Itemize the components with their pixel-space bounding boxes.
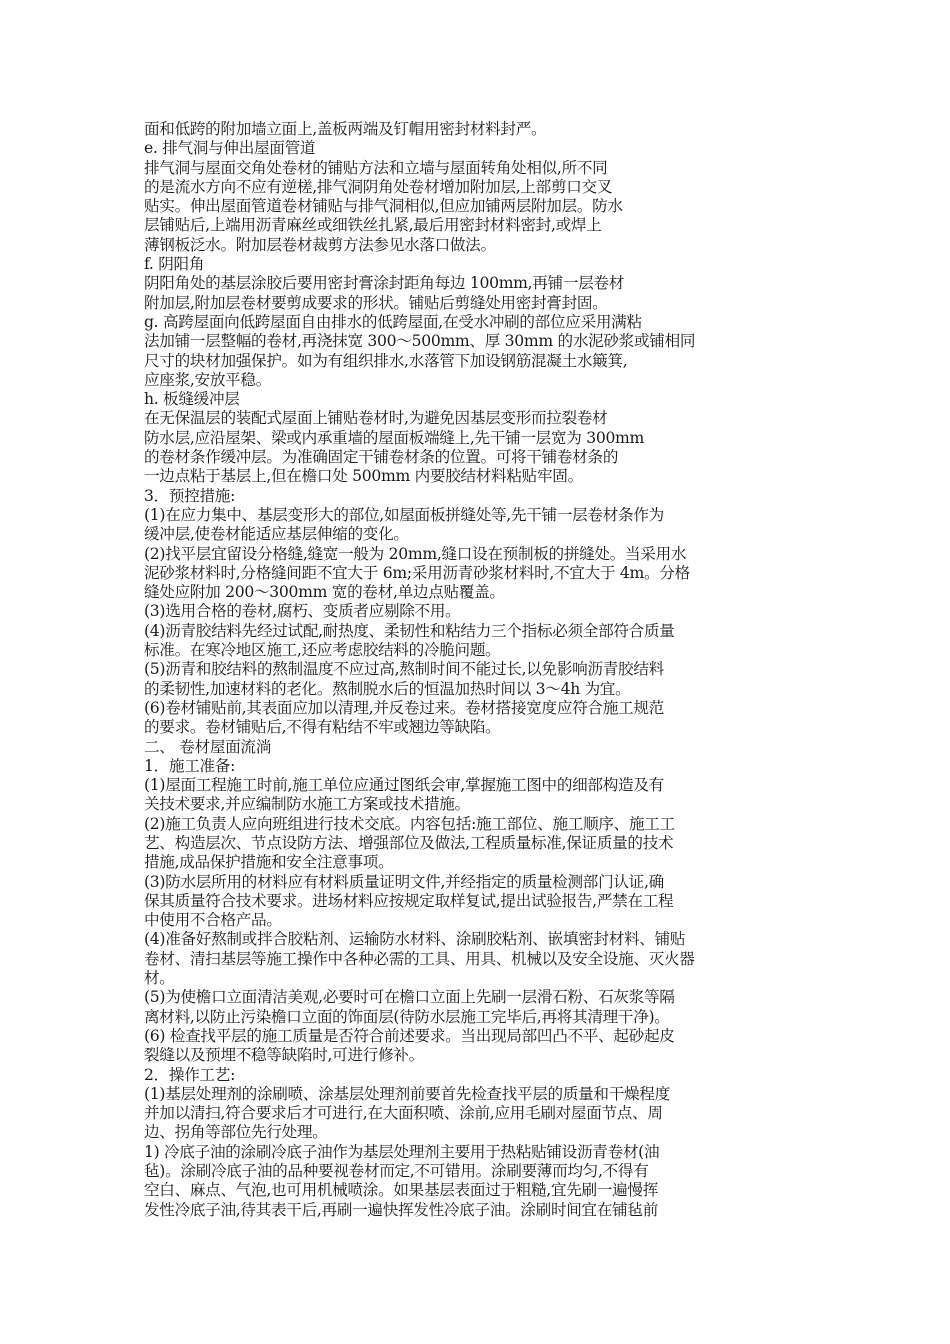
text-line: 2．操作工艺: <box>144 1065 236 1084</box>
text-line: 卷材、清扫基层等施工操作中各种必需的工具、用具、机械以及安全设施、灭火器 <box>144 949 695 968</box>
text-line: (5)沥青和胶结料的熬制温度不应过高,熬制时间不能过长,以免影响沥青胶结料 <box>144 660 664 679</box>
text-line: 材。 <box>144 969 175 988</box>
text-line: 离材料,以防止污染檐口立面的饰面层(待防水层施工完毕后,再将其清理干净)。 <box>144 1007 670 1026</box>
text-line: 的卷材条作缓冲层。为准确固定干铺卷材条的位置。可将干铺卷材条的 <box>144 448 619 467</box>
text-line: 艺、构造层次、节点设防方法、增强部位及做法,工程质量标准,保证质量的技术 <box>144 833 674 852</box>
text-line: 保其质量符合技术要求。进场材料应按规定取样复试,提出试验报告,严禁在工程 <box>144 891 674 910</box>
text-line: 附加层,附加层卷材要剪成要求的形状。铺贴后剪缝处用密封膏封固。 <box>144 293 608 312</box>
text-line: (1)基层处理剂的涂刷喷、涂基层处理剂前要首先检查找平层的质量和干燥程度 <box>144 1084 670 1103</box>
text-line: (1)在应力集中、基层变形大的部位,如屋面板拼缝处等,先干铺一层卷材条作为 <box>144 505 664 524</box>
text-line: g. 高跨屋面向低跨屋面自由排水的低跨屋面,在受水冲刷的部位应采用满粘 <box>144 312 642 331</box>
section-heading: 二、 卷材屋面流淌 <box>144 737 272 756</box>
text-line: 排气洞与屋面交角处卷材的铺贴方法和立墙与屋面转角处相似,所不同 <box>144 158 608 177</box>
text-line: (4)沥青胶结料先经过试配,耐热度、柔韧性和粘结力三个指标必须全部符合质量 <box>144 621 675 640</box>
text-line: 阴阳角处的基层涂胶后要用密封膏涂封距角每边 100mm,再铺一层卷材 <box>144 274 625 293</box>
text-line: (5)为使檐口立面清洁美观,必要时可在檐口立面上先刷一层滑石粉、石灰浆等隔 <box>144 988 675 1007</box>
text-line: 缓冲层,使卷材能适应基层伸缩的变化。 <box>144 525 409 544</box>
text-line: 毡)。涂刷冷底子油的品种要视卷材而定,不可错用。涂刷要薄而均匀,不得有 <box>144 1162 649 1181</box>
text-line: (3)防水层所用的材料应有材料质量证明文件,并经指定的质量检测部门认证,确 <box>144 872 664 891</box>
text-line: 法加铺一层整幅的卷材,再浇抹宽 300～500mm、厚 30mm 的水泥砂浆或铺相同 <box>144 332 696 351</box>
text-line: 1) 冷底子油的涂刷冷底子油作为基层处理剂主要用于热粘贴铺设沥青卷材(油 <box>144 1142 660 1161</box>
text-line: (6)卷材铺贴前,其表面应加以清理,并反卷过来。卷材搭接宽度应符合施工规范 <box>144 698 664 717</box>
text-line: (4)准备好熬制或拌合胶粘剂、运输防水材料、涂刷胶粘剂、嵌填密封材料、铺贴 <box>144 930 686 949</box>
text-line: 贴实。伸出屋面管道卷材铺贴与排气洞相似,但应加铺两层附加层。防水 <box>144 197 623 216</box>
text-line: h. 板缝缓冲层 <box>144 390 240 409</box>
text-line: 层铺贴后,上端用沥青麻丝或细铁丝扎紧,最后用密封材料密封,或焊上 <box>144 216 602 235</box>
text-line: 关技术要求,并应编制防水施工方案或技术措施。 <box>144 795 470 814</box>
text-line: (2)找平层宜留设分格缝,缝宽一般为 20mm,缝口设在预制板的拼缝处。当采用水 <box>144 544 687 563</box>
text-line: (3)选用合格的卷材,腐朽、变质者应剔除不用。 <box>144 602 461 621</box>
text-line: 防水层,应沿屋架、梁或内承重墙的屋面板端缝上,先干铺一层宽为 300mm <box>144 428 645 447</box>
text-line: 措施,成品保护措施和安全注意事项。 <box>144 853 394 872</box>
text-line: 空白、麻点、气泡,也可用机械喷涂。如果基层表面过于粗糙,宜先刷一遍慢挥 <box>144 1181 659 1200</box>
text-line: 一边点粘于基层上,但在檐口处 500mm 内要胶结材料粘贴牢固。 <box>144 467 583 486</box>
text-line: 应座浆,安放平稳。 <box>144 370 272 389</box>
text-line: 面和低跨的附加墙立面上,盖板两端及钉帽用密封材料封严。 <box>144 120 547 138</box>
text-line: 泥砂浆材料时,分格缝间距不宜大于 6m;采用沥青砂浆材料时,不宜大于 4m。分格 <box>144 563 690 582</box>
text-line: e. 排气洞与伸出屋面管道 <box>144 139 316 158</box>
text-line: 边、拐角等部位先行处理。 <box>144 1123 328 1142</box>
text-line: (2)施工负责人应向班组进行技术交底。内容包括:施工部位、施工顺序、施工工 <box>144 814 675 833</box>
text-line: 在无保温层的装配式屋面上铺贴卷材时,为避免因基层变形而拉裂卷材 <box>144 409 608 428</box>
text-line: 的柔韧性,加速材料的老化。熬制脱水后的恒温加热时间以 3～4h 为宜。 <box>144 679 631 698</box>
text-line: 裂缝以及预埋不稳等缺陷时,可进行修补。 <box>144 1046 424 1065</box>
text-line: 中使用不合格产品。 <box>144 911 282 930</box>
text-line: 的要求。卷材铺贴后,不得有粘结不牢或翘边等缺陷。 <box>144 718 501 737</box>
text-line: 薄钢板泛水。附加层卷材裁剪方法参见水落口做法。 <box>144 235 496 254</box>
document-body <box>144 120 814 1220</box>
text-line: 1．施工准备: <box>144 756 236 775</box>
text-line: 3．预控措施: <box>144 486 236 505</box>
text-line: (1)屋面工程施工时前,施工单位应通过图纸会审,掌握施工图中的细部构造及有 <box>144 776 664 795</box>
text-line: (6) 检查找平层的施工质量是否符合前述要求。当出现局部凹凸不平、起砂起皮 <box>144 1026 675 1045</box>
text-line: f. 阴阳角 <box>144 255 205 274</box>
text-line: 缝处应附加 200～300mm 宽的卷材,单边点贴覆盖。 <box>144 583 505 602</box>
text-line: 的是流水方向不应有逆槎,排气洞阴角处卷材增加附加层,上部剪口交叉 <box>144 177 613 196</box>
text-line: 发性冷底子油,待其表干后,再刷一遍快挥发性冷底子油。涂刷时间宜在铺毡前 <box>144 1200 659 1219</box>
text-line: 并加以清扫,符合要求后才可进行,在大面积喷、涂前,应用毛刷对屋面节点、周 <box>144 1104 663 1123</box>
text-line: 尺寸的块材加强保护。如为有组织排水,水落管下加设钢筋混凝土水簸箕, <box>144 351 628 370</box>
text-line: 标准。在寒冷地区施工,还应考虑胶结料的冷脆问题。 <box>144 641 501 660</box>
